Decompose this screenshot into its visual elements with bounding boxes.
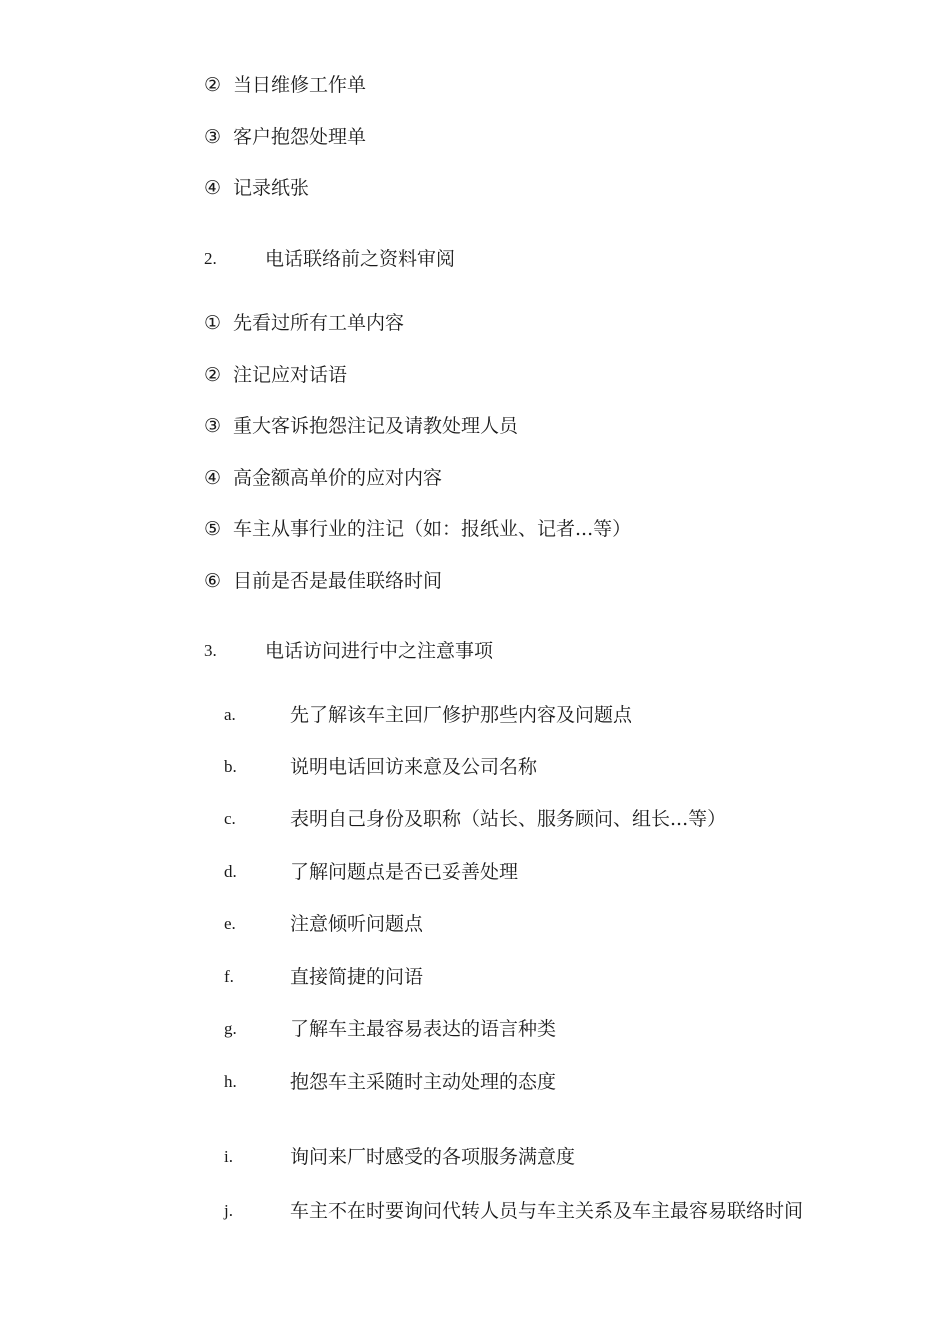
list-marker: h.: [224, 1072, 237, 1091]
list-marker: ④: [204, 467, 222, 489]
list-marker: ②: [204, 364, 222, 386]
list-item-text: 车主不在时要询问代转人员与车主关系及车主最容易联络时间: [290, 1200, 804, 1222]
list-marker: ③: [204, 126, 222, 148]
list-marker: ③: [204, 415, 222, 437]
list-item-text: 了解问题点是否已妥善处理: [290, 861, 519, 883]
list-item-text: 了解车主最容易表达的语言种类: [290, 1018, 557, 1040]
list-marker: a.: [224, 705, 236, 724]
list-marker: i.: [224, 1147, 233, 1166]
list-marker: ④: [204, 177, 222, 199]
section-number: 3.: [204, 641, 217, 660]
list-marker: ①: [204, 312, 222, 334]
section-title: 电话联络前之资料审阅: [265, 248, 456, 270]
list-marker: c.: [224, 809, 236, 828]
list-marker: ⑥: [204, 570, 222, 592]
list-item-text: 先了解该车主回厂修护那些内容及问题点: [290, 704, 633, 726]
list-marker: ⑤: [204, 518, 222, 540]
list-item-text: 注意倾听问题点: [290, 913, 424, 935]
list-item-text: 先看过所有工单内容: [233, 312, 405, 334]
section-number: 2.: [204, 249, 217, 268]
list-item-text: 高金额高单价的应对内容: [233, 467, 443, 489]
list-item-text: 询问来厂时感受的各项服务满意度: [290, 1146, 576, 1168]
list-marker: g.: [224, 1019, 237, 1038]
list-item-text: 目前是否是最佳联络时间: [233, 570, 443, 592]
list-marker: d.: [224, 862, 237, 881]
list-marker: e.: [224, 914, 236, 933]
list-item-text: 表明自己身份及职称（站长、服务顾问、组长...等）: [290, 808, 727, 830]
list-item-text: 抱怨车主采随时主动处理的态度: [290, 1071, 557, 1093]
list-item-text: 记录纸张: [233, 177, 310, 199]
list-item-text: 车主从事行业的注记（如：报纸业、记者...等）: [233, 518, 632, 540]
list-item-text: 当日维修工作单: [233, 74, 367, 96]
list-item-text: 客户抱怨处理单: [233, 126, 367, 148]
list-item-text: 注记应对话语: [233, 364, 348, 386]
list-item-text: 说明电话回访来意及公司名称: [290, 756, 538, 778]
list-marker: j.: [224, 1201, 233, 1220]
list-marker: b.: [224, 757, 237, 776]
list-marker: f.: [224, 967, 234, 986]
list-item-text: 直接简捷的问语: [290, 966, 424, 988]
section-title: 电话访问进行中之注意事项: [265, 640, 494, 662]
list-marker: ②: [204, 74, 222, 96]
list-item-text: 重大客诉抱怨注记及请教处理人员: [233, 415, 519, 437]
